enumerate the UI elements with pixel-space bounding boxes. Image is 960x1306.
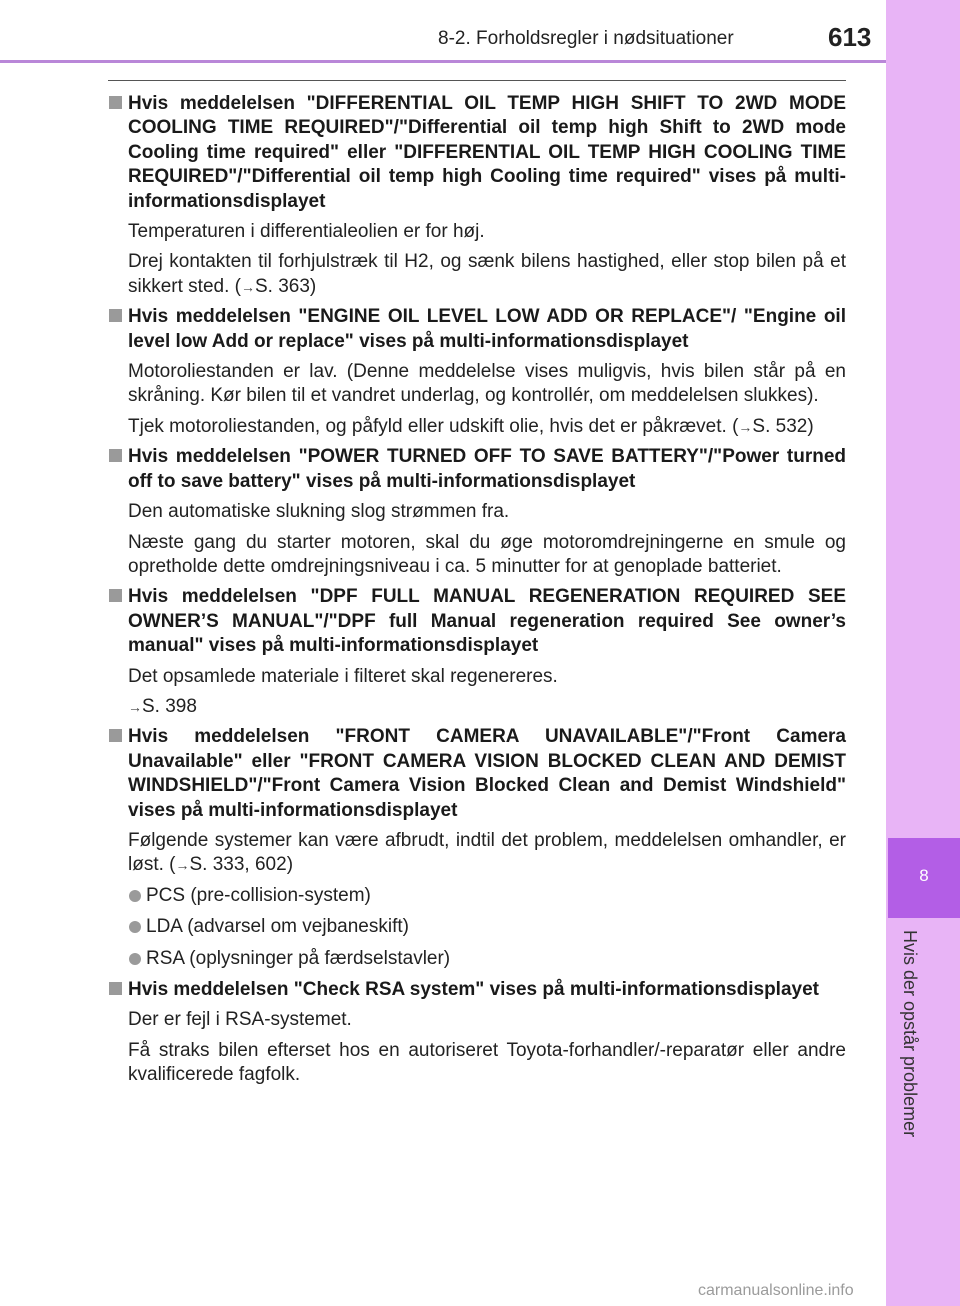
section-paragraph: Følgende systemer kan være afbrudt, indtil det problem, meddelelsen omhandler, er løst. (→S. 333, 602) — [128, 829, 846, 876]
content-body — [106, 92, 846, 1094]
section-dpf — [106, 585, 846, 719]
arrow-right-icon: → — [128, 698, 142, 715]
section-heading: Hvis meddelelsen "ENGINE OIL LEVEL LOW ADD OR REPLACE"/ "Engine oil level low Add or replace" vises på multi-informationsdisplayet — [106, 305, 846, 354]
square-bullet-icon — [109, 982, 122, 995]
page-reference: S. 532) — [752, 415, 814, 437]
chapter-label: Hvis der opstår problemer — [900, 930, 920, 1138]
section-paragraph: Næste gang du starter motoren, skal du øge motoromdrejningerne en smule og opretholde dette omdrejningsniveau i ca. 5 minutter for at genoplade batteriet. — [128, 531, 846, 577]
round-bullet-icon — [129, 921, 141, 933]
section-paragraph: Der er fejl i RSA-systemet. — [128, 1009, 352, 1031]
section-paragraph: Temperaturen i differentialeolien er for høj. — [128, 221, 485, 243]
page-reference: S. 398 — [142, 695, 197, 717]
section-heading: Hvis meddelelsen "POWER TURNED OFF TO SAVE BATTERY"/"Power turned off to save battery" vises på multi-informationsdisplayet — [106, 445, 846, 494]
section-paragraph: Drej kontakten til forhjulstræk til H2, og sænk bilens hastighed, eller stop bilen på et sikkert sted. (→S. 363) — [128, 251, 846, 297]
arrow-right-icon: → — [240, 278, 255, 295]
arrow-right-icon: → — [175, 857, 190, 874]
square-bullet-icon — [109, 729, 122, 742]
section-heading: Hvis meddelelsen "DIFFERENTIAL OIL TEMP HIGH SHIFT TO 2WD MODE COOLING TIME REQUIRED"/"Differential oil temp high Shift to 2WD mode Cooling time required" eller "DIFFERENTIAL OIL TEMP HIGH COOLING TIME REQUIRED"/"Differential oil temp high Cooling time required" vises på multi-informationsdisplayet — [106, 92, 846, 214]
section-engine-oil — [106, 305, 846, 439]
section-heading: Hvis meddelelsen "DPF FULL MANUAL REGENERATION REQUIRED SEE OWNER’S MANUAL"/"DPF full Manual regeneration required See owner’s manual" vises på multi-informationsdisplayet — [106, 585, 846, 658]
page-reference: S. 333, 602) — [189, 854, 294, 876]
arrow-right-icon: → — [738, 418, 753, 435]
section-heading: Hvis meddelelsen "Check RSA system" vises på multi-informationsdisplayet — [106, 978, 846, 1002]
list-item: RSA (oplysninger på færdselstavler) — [106, 947, 846, 971]
square-bullet-icon — [109, 96, 122, 109]
section-rsa-system — [106, 978, 846, 1088]
square-bullet-icon — [109, 449, 122, 462]
section-paragraph: Tjek motoroliestanden, og påfyld eller udskift olie, hvis det er påkrævet. (→S. 532) — [128, 415, 814, 437]
section-paragraph: Motoroliestanden er lav. (Denne meddelelse vises muligvis, hvis bilen står på en skråning. Kør bilen til et vandret underlag, og kontrollér, om meddelelsen slukkes). — [128, 361, 846, 407]
page-reference: S. 363) — [254, 275, 317, 297]
section-paragraph: Den automatiske slukning slog strømmen fra. — [128, 501, 510, 523]
list-item: LDA (advarsel om vejbaneskift) — [106, 915, 846, 939]
section-heading: Hvis meddelelsen "FRONT CAMERA UNAVAILABLE"/"Front Camera Unavailable" eller "FRONT CAMERA VISION BLOCKED CLEAN AND DEMIST WINDSHIELD"/"Front Camera Vision Blocked Clean and Demist Windshield" vises på multi-informationsdisplayet — [106, 725, 846, 823]
chapter-number: 8 — [919, 866, 929, 885]
section-paragraph: Det opsamlede materiale i filteret skal regenereres. — [128, 665, 558, 687]
list-item: PCS (pre-collision-system) — [106, 884, 846, 908]
round-bullet-icon — [129, 953, 141, 965]
round-bullet-icon — [129, 890, 141, 902]
section-paragraph: Få straks bilen efterset hos en autoriseret Toyota-forhandler/-reparatør eller andre kvalificerede fagfolk. — [128, 1039, 846, 1086]
section-differential-oil — [106, 92, 846, 299]
section-power-off — [106, 445, 846, 579]
header-section-title: 8-2. Forholdsregler i nødsituationer — [438, 28, 734, 49]
watermark-text: carmanualsonline.info — [698, 1282, 854, 1299]
square-bullet-icon — [109, 589, 122, 602]
square-bullet-icon — [109, 309, 122, 322]
header-rule — [0, 60, 886, 63]
page-number: 613 — [828, 22, 872, 52]
section-paragraph — [106, 695, 846, 719]
section-front-camera — [106, 725, 846, 971]
content-top-rule — [108, 80, 846, 81]
chapter-number-box — [888, 838, 960, 918]
